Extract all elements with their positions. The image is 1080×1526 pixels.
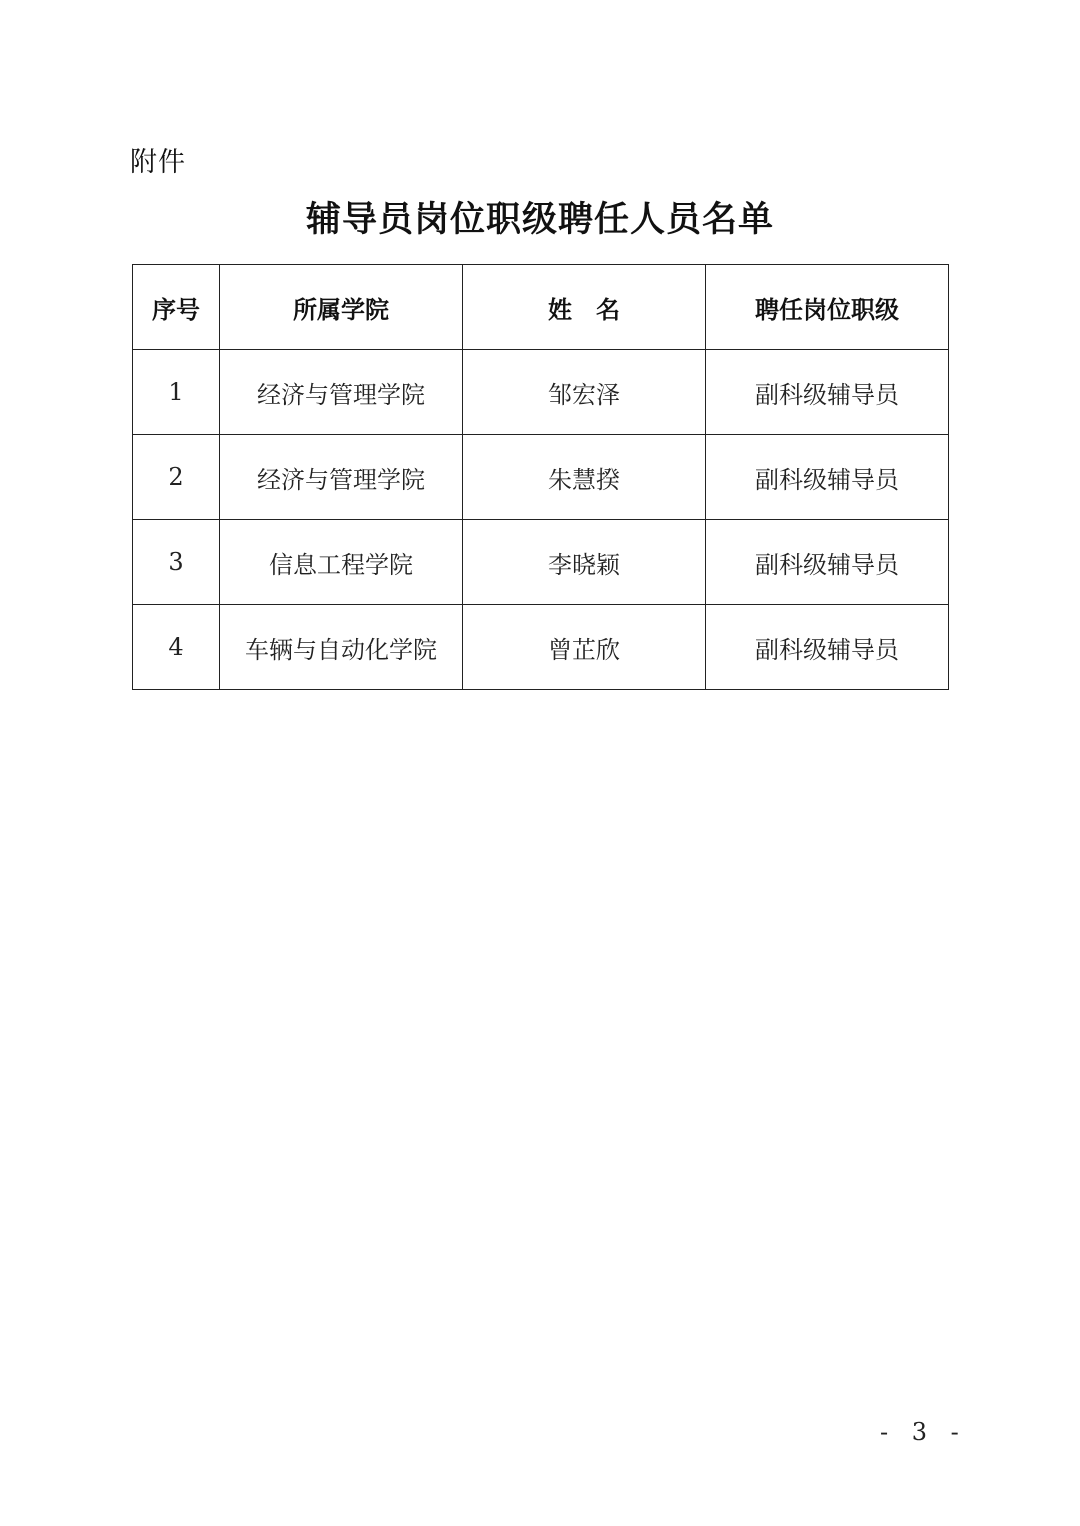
table-row — [133, 435, 949, 520]
header-index: 序号 — [133, 265, 220, 350]
cell-college: 经济与管理学院 — [220, 350, 463, 435]
cell-index: 2 — [133, 435, 220, 520]
cell-index: 3 — [133, 520, 220, 605]
cell-name: 李晓颖 — [463, 520, 706, 605]
table-row — [133, 520, 949, 605]
cell-position-rank: 副科级辅导员 — [706, 435, 949, 520]
document-title: 辅导员岗位职级聘任人员名单 — [305, 199, 774, 240]
header-position-rank: 聘任岗位职级 — [706, 265, 949, 350]
page-number: - 3 - — [880, 1418, 967, 1446]
header-name: 姓 名 — [463, 265, 706, 350]
cell-position-rank: 副科级辅导员 — [706, 520, 949, 605]
table-header-row — [133, 265, 949, 350]
cell-name: 邹宏泽 — [463, 350, 706, 435]
cell-college: 信息工程学院 — [220, 520, 463, 605]
attachment-label: 附件 — [130, 147, 186, 178]
cell-college: 车辆与自动化学院 — [220, 605, 463, 690]
table-row — [133, 605, 949, 690]
cell-index: 1 — [133, 350, 220, 435]
cell-college: 经济与管理学院 — [220, 435, 463, 520]
cell-position-rank: 副科级辅导员 — [706, 350, 949, 435]
appointment-roster-table — [132, 264, 949, 690]
cell-name: 朱慧揆 — [463, 435, 706, 520]
cell-index: 4 — [133, 605, 220, 690]
table-row — [133, 350, 949, 435]
cell-name: 曾芷欣 — [463, 605, 706, 690]
header-college: 所属学院 — [220, 265, 463, 350]
cell-position-rank: 副科级辅导员 — [706, 605, 949, 690]
